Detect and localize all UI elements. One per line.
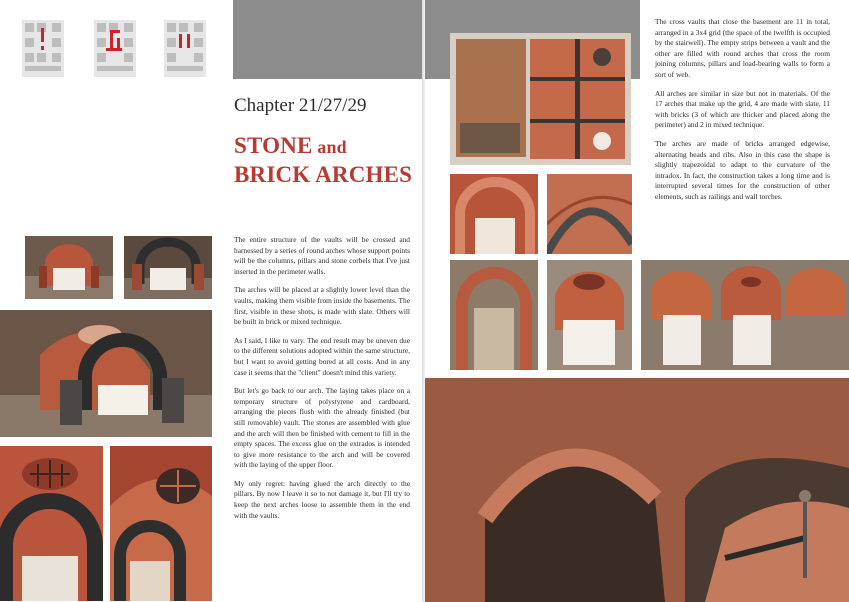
title-line-2: BRICK ARCHES [234, 162, 413, 187]
right-paragraph: The arches are made of bricks arranged edgewise, alternating heads and ribs. Also in this case the shape is slightly trapezoidal to adapt to the curvature of the intradox. In fact, the construction takes a long time and is interrupted several times for the construction of other elements, such as railings and wall torches. [655, 138, 830, 201]
left-paragraph: But let's go back to our arch. The laying takes place on a temporary structure of polystyrene and cardboard, arranging the pieces flush with the already finished (but still removable) vault. The stones are assembled with glue and the arch will then be finished with cement to fill in the empty spaces. The excess glue on the extrados is intended to give more resistance to the arch and will be covered with the laying of the upper floor. [234, 386, 410, 470]
photo-brick-arch-detail-1 [450, 174, 538, 254]
photo-slate-arch-small-2 [124, 236, 212, 299]
grid-logo-2-icon [94, 20, 136, 77]
photo-brick-arch-closeup [110, 446, 212, 601]
photo-brick-arch-formwork [450, 260, 538, 370]
photo-row-of-arches [641, 260, 849, 370]
photo-slate-arch-small-1 [25, 236, 113, 299]
right-body-text [655, 17, 830, 211]
left-body-text [234, 235, 410, 529]
right-page [425, 0, 849, 602]
header-band [233, 0, 424, 79]
grid-logo-1-icon [22, 20, 64, 77]
left-page [0, 0, 424, 602]
grid-logo-3-icon [164, 20, 206, 77]
photo-brick-arch-front [547, 260, 632, 370]
photo-arch-with-grate [0, 446, 103, 601]
title-word-stone: STONE [234, 133, 313, 158]
page-title [234, 132, 412, 188]
left-paragraph: As I said, I like to vary. The end result may be uneven due to the different solutions adopted within the same structure, but I want to avoid getting bored at all costs. And in any case it seems that the "client" doesn't mind this variety. [234, 335, 410, 377]
photo-brick-arch-closeup-large [425, 378, 849, 602]
right-paragraph: All arches are similar in size but not in materials. Of the 17 arches that make up the grid, 4 are made with slate, 11 with bricks (3 of which are thicker and placed along the perimeter) and 2 in mixed technique. [655, 88, 830, 130]
photo-brick-arch-detail-2 [547, 174, 632, 254]
left-paragraph: My only regret: having glued the arch directly to the pillars. By now I leave it so to not damage it, but I'll try to keep the next arches loose to assemble them in the end with the vaults. [234, 478, 410, 520]
left-paragraph: The arches will be placed at a slightly lower level than the vaults, making them visible from inside the basements. The first, visible in these shots, is made with slate. Others will be built in brick or mixed technique. [234, 285, 410, 327]
chapter-label: Chapter 21/27/29 [234, 95, 367, 116]
right-paragraph: The cross vaults that close the basement are 11 in total, arranged in a 3x4 grid (the space of the twelfth is occupied by the stairwell). The empty strips between a vault and the other are filled with round arches that cross the room joining columns, pillars and load-bearing walls to form a sort of web. [655, 17, 830, 79]
title-word-and: and [312, 137, 347, 157]
photo-vault-grid-top-view [450, 33, 631, 165]
photo-slate-arch-large [0, 310, 212, 437]
left-paragraph: The entire structure of the vaults will be crossed and harnessed by a series of round arches whose support points will be the columns, pillars and stone corbels that I've just inserted in the perimeter walls. [234, 235, 410, 276]
